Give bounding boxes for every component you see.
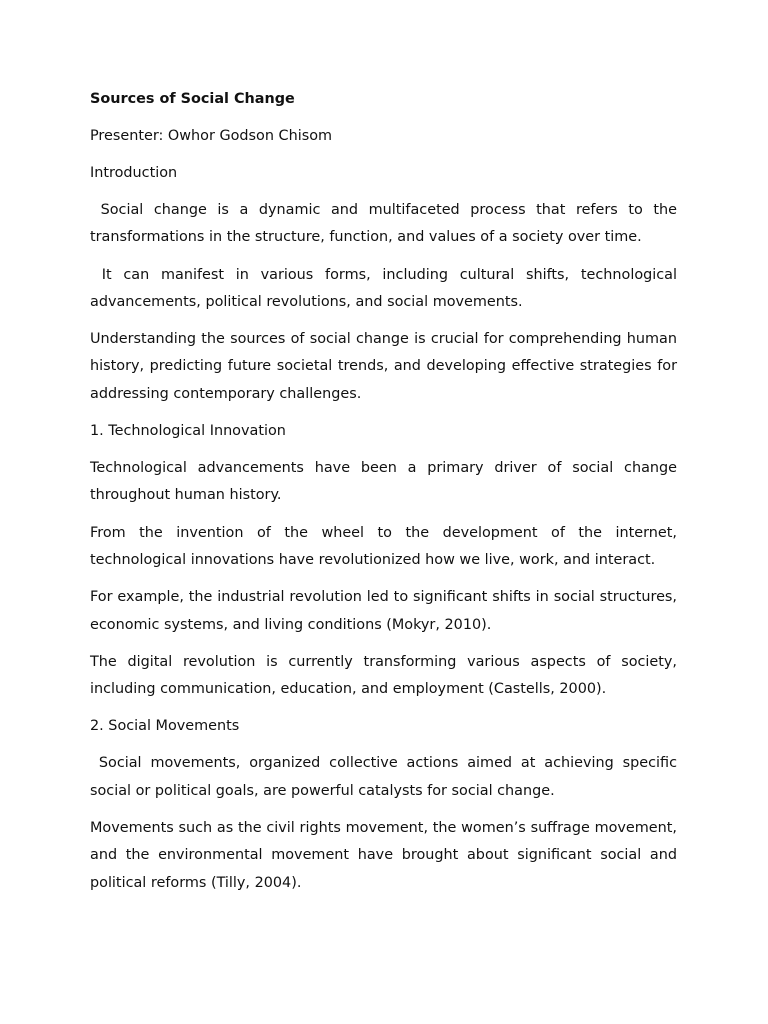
document-title: Sources of Social Change	[90, 91, 295, 107]
intro-paragraph-1: Social change is a dynamic and multifaceted process that refers to the transformations in the structure, function, and values of a society over time.	[90, 202, 682, 246]
section-heading-social-movements: 2. Social Movements	[90, 718, 240, 735]
section1-paragraph-3: For example, the industrial revolution led to significant shifts in social structures, economic systems, and living conditions (Mokyr, 2010).	[90, 589, 682, 633]
presenter-line: Presenter: Owhor Godson Chisom	[90, 128, 333, 144]
section-heading-technological-innovation: 1. Technological Innovation	[90, 423, 286, 440]
document-body	[90, 86, 682, 907]
introduction-heading: Introduction	[90, 165, 178, 181]
section1-paragraph-2: From the invention of the wheel to the development of the internet, technological innovations have revolutionized how we live, work, and interact.	[90, 524, 682, 568]
section2-paragraph-2: Movements such as the civil rights movement, the women’s suffrage movement, and the environmental movement have brought about significant social and political reforms (Tilly, 2004).	[90, 820, 682, 891]
section1-paragraph-1: Technological advancements have been a primary driver of social change throughout human history.	[90, 460, 682, 504]
section1-paragraph-4: The digital revolution is currently transforming various aspects of society, including communication, education, and employment (Castells, 2000).	[90, 653, 682, 698]
intro-paragraph-2: It can manifest in various forms, including cultural shifts, technological advancements, political revolutions, and social movements.	[90, 266, 682, 310]
section2-paragraph-1: Social movements, organized collective actions aimed at achieving specific social or political goals, are powerful catalysts for social change.	[90, 755, 682, 799]
intro-paragraph-3: Understanding the sources of social change is crucial for comprehending human history, predicting future societal trends, and developing effective strategies for addressing contemporary challenges.	[90, 331, 682, 402]
